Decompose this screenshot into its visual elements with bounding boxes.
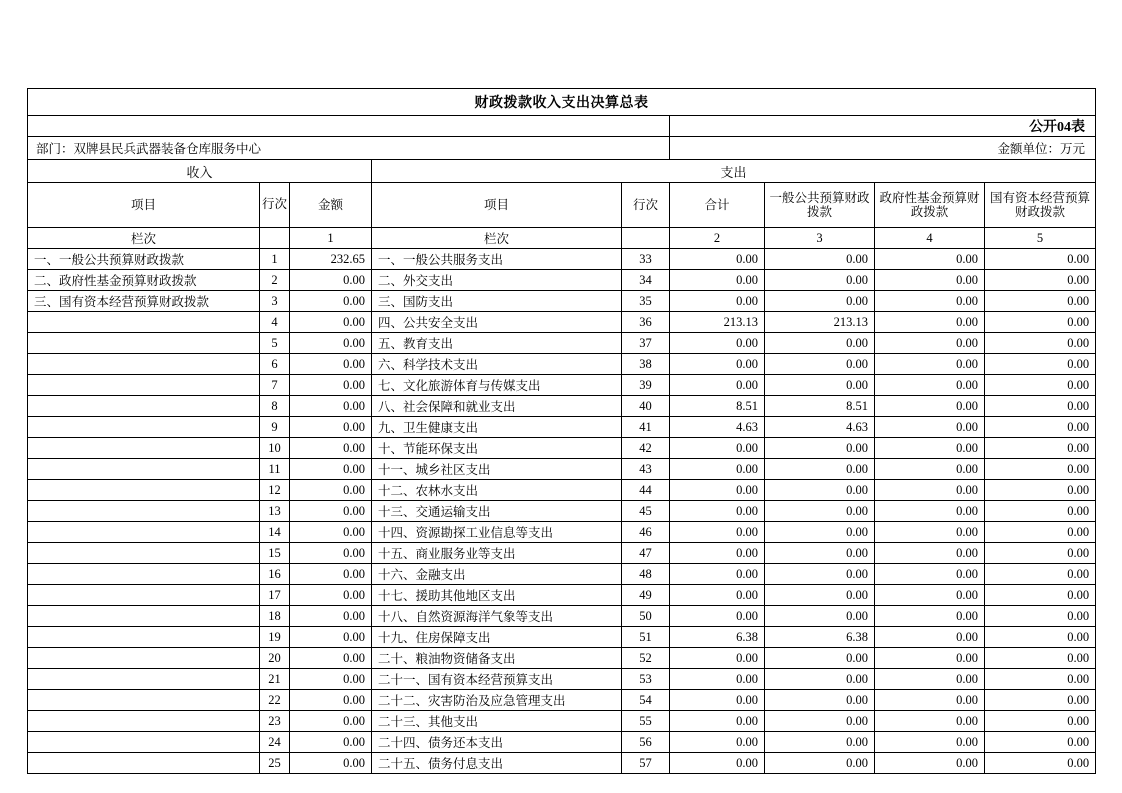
expense-item: 十三、交通运输支出 (372, 501, 622, 522)
income-amount: 0.00 (290, 375, 372, 396)
expense-general: 0.00 (765, 711, 875, 732)
expense-capital: 0.00 (985, 522, 1096, 543)
expense-total: 0.00 (670, 354, 765, 375)
expense-total: 0.00 (670, 333, 765, 354)
expense-item: 一、一般公共服务支出 (372, 249, 622, 270)
expense-total: 0.00 (670, 606, 765, 627)
table-row (28, 690, 1096, 711)
table-row (28, 627, 1096, 648)
expense-capital: 0.00 (985, 501, 1096, 522)
expense-general: 6.38 (765, 627, 875, 648)
expense-capital: 0.00 (985, 543, 1096, 564)
table-row (28, 354, 1096, 375)
expense-general: 0.00 (765, 270, 875, 291)
expense-row-index: 33 (622, 249, 670, 270)
income-amount: 0.00 (290, 396, 372, 417)
income-row-index: 6 (260, 354, 290, 375)
income-amount: 0.00 (290, 354, 372, 375)
expense-row-index: 37 (622, 333, 670, 354)
income-amount: 0.00 (290, 522, 372, 543)
expense-fund: 0.00 (875, 753, 985, 774)
financial-table (27, 88, 1096, 774)
income-item (28, 543, 260, 564)
expense-capital: 0.00 (985, 606, 1096, 627)
expense-total: 0.00 (670, 648, 765, 669)
expense-row-index: 55 (622, 711, 670, 732)
expense-item: 二十四、债务还本支出 (372, 732, 622, 753)
expense-capital: 0.00 (985, 249, 1096, 270)
income-item (28, 396, 260, 417)
expense-item: 十九、住房保障支出 (372, 627, 622, 648)
department-label: 部门：双牌县民兵武器装备仓库服务中心 (28, 137, 670, 160)
expense-fund: 0.00 (875, 270, 985, 291)
expense-capital: 0.00 (985, 438, 1096, 459)
expense-total: 213.13 (670, 312, 765, 333)
expense-fund: 0.00 (875, 354, 985, 375)
header-expense-total: 合计 (670, 183, 765, 228)
lanci-label-expense: 栏次 (372, 228, 622, 249)
expense-item: 十二、农林水支出 (372, 480, 622, 501)
expense-capital: 0.00 (985, 627, 1096, 648)
expense-fund: 0.00 (875, 711, 985, 732)
table-row (28, 480, 1096, 501)
header-expense-fund: 政府性基金预算财政拨款 (875, 183, 985, 228)
expense-total: 0.00 (670, 711, 765, 732)
column-number-row (28, 228, 1096, 249)
expense-total: 0.00 (670, 753, 765, 774)
income-item: 二、政府性基金预算财政拨款 (28, 270, 260, 291)
expense-fund: 0.00 (875, 585, 985, 606)
income-item (28, 711, 260, 732)
income-item (28, 417, 260, 438)
expense-fund: 0.00 (875, 375, 985, 396)
expense-fund: 0.00 (875, 417, 985, 438)
amount-unit-label: 金额单位：万元 (670, 137, 1096, 160)
expense-general: 0.00 (765, 249, 875, 270)
income-amount: 0.00 (290, 459, 372, 480)
expense-total: 0.00 (670, 585, 765, 606)
income-item: 一、一般公共预算财政拨款 (28, 249, 260, 270)
expense-general: 213.13 (765, 312, 875, 333)
income-row-index: 20 (260, 648, 290, 669)
table-body (28, 249, 1096, 774)
income-amount: 0.00 (290, 669, 372, 690)
income-row-index: 11 (260, 459, 290, 480)
expense-general: 0.00 (765, 438, 875, 459)
expense-general: 0.00 (765, 291, 875, 312)
income-row-index: 21 (260, 669, 290, 690)
expense-capital: 0.00 (985, 711, 1096, 732)
header-income-item: 项目 (28, 183, 260, 228)
public-form-label: 公开04表 (670, 116, 1096, 137)
expense-capital: 0.00 (985, 459, 1096, 480)
income-row-index: 3 (260, 291, 290, 312)
expense-general: 0.00 (765, 732, 875, 753)
expense-item: 二十、粮油物资储备支出 (372, 648, 622, 669)
expense-row-index: 38 (622, 354, 670, 375)
expense-row-index: 54 (622, 690, 670, 711)
expense-fund: 0.00 (875, 669, 985, 690)
income-row-index: 13 (260, 501, 290, 522)
expense-item: 二十三、其他支出 (372, 711, 622, 732)
table-row (28, 249, 1096, 270)
table-row (28, 648, 1096, 669)
income-amount: 0.00 (290, 732, 372, 753)
expense-row-index: 50 (622, 606, 670, 627)
header-expense-item: 项目 (372, 183, 622, 228)
expense-row-index: 34 (622, 270, 670, 291)
table-row (28, 564, 1096, 585)
expense-fund: 0.00 (875, 564, 985, 585)
table-row (28, 732, 1096, 753)
expense-row-index: 45 (622, 501, 670, 522)
expense-total: 0.00 (670, 291, 765, 312)
income-amount: 0.00 (290, 438, 372, 459)
header-income-amount: 金额 (290, 183, 372, 228)
expense-general: 0.00 (765, 354, 875, 375)
income-row-index: 9 (260, 417, 290, 438)
income-item (28, 732, 260, 753)
income-amount: 0.00 (290, 270, 372, 291)
expense-item: 三、国防支出 (372, 291, 622, 312)
table-row (28, 543, 1096, 564)
expense-item: 十五、商业服务业等支出 (372, 543, 622, 564)
income-row-index: 12 (260, 480, 290, 501)
expense-fund: 0.00 (875, 606, 985, 627)
group-header-row (28, 160, 1096, 183)
expense-total: 0.00 (670, 375, 765, 396)
expense-total: 0.00 (670, 543, 765, 564)
expense-row-index: 43 (622, 459, 670, 480)
income-row-index: 22 (260, 690, 290, 711)
expense-item: 二十五、债务付息支出 (372, 753, 622, 774)
expense-capital: 0.00 (985, 480, 1096, 501)
expense-general: 4.63 (765, 417, 875, 438)
expense-row-index: 52 (622, 648, 670, 669)
header-income-row (260, 183, 290, 228)
expense-total: 0.00 (670, 438, 765, 459)
income-amount: 0.00 (290, 690, 372, 711)
colnum-expense-total: 2 (670, 228, 765, 249)
lanci-blank-income-row (260, 228, 290, 249)
expense-item: 六、科学技术支出 (372, 354, 622, 375)
expense-row-index: 56 (622, 732, 670, 753)
income-item (28, 606, 260, 627)
income-item (28, 564, 260, 585)
expense-general: 0.00 (765, 648, 875, 669)
expense-fund: 0.00 (875, 501, 985, 522)
income-amount: 0.00 (290, 501, 372, 522)
expense-fund: 0.00 (875, 333, 985, 354)
expense-group-header: 支出 (372, 160, 1096, 183)
expense-general: 8.51 (765, 396, 875, 417)
expense-row-index: 53 (622, 669, 670, 690)
table-row (28, 606, 1096, 627)
income-amount: 0.00 (290, 480, 372, 501)
expense-general: 0.00 (765, 753, 875, 774)
expense-row-index: 47 (622, 543, 670, 564)
expense-general: 0.00 (765, 501, 875, 522)
header-expense-general: 一般公共预算财政拨款 (765, 183, 875, 228)
income-item (28, 648, 260, 669)
income-row-index: 14 (260, 522, 290, 543)
income-group-header: 收入 (28, 160, 372, 183)
expense-row-index: 49 (622, 585, 670, 606)
income-item (28, 669, 260, 690)
expense-capital: 0.00 (985, 690, 1096, 711)
expense-row-index: 57 (622, 753, 670, 774)
table-row (28, 711, 1096, 732)
income-item (28, 480, 260, 501)
expense-total: 0.00 (670, 459, 765, 480)
income-row-index: 17 (260, 585, 290, 606)
expense-total: 0.00 (670, 480, 765, 501)
expense-item: 十七、援助其他地区支出 (372, 585, 622, 606)
expense-capital: 0.00 (985, 564, 1096, 585)
income-amount: 0.00 (290, 333, 372, 354)
expense-general: 0.00 (765, 690, 875, 711)
income-amount: 0.00 (290, 627, 372, 648)
income-amount: 0.00 (290, 753, 372, 774)
budget-sheet (27, 88, 1095, 774)
expense-row-index: 39 (622, 375, 670, 396)
expense-fund: 0.00 (875, 522, 985, 543)
expense-total: 0.00 (670, 732, 765, 753)
income-row-index: 24 (260, 732, 290, 753)
expense-total: 0.00 (670, 249, 765, 270)
expense-general: 0.00 (765, 543, 875, 564)
income-item (28, 354, 260, 375)
header-expense-row: 行次 (622, 183, 670, 228)
table-row (28, 417, 1096, 438)
colnum-expense-capital: 5 (985, 228, 1096, 249)
expense-fund: 0.00 (875, 627, 985, 648)
income-row-index: 10 (260, 438, 290, 459)
header-expense-capital: 国有资本经营预算财政拨款 (985, 183, 1096, 228)
expense-row-index: 36 (622, 312, 670, 333)
expense-capital: 0.00 (985, 417, 1096, 438)
table-row (28, 438, 1096, 459)
expense-row-index: 42 (622, 438, 670, 459)
expense-fund: 0.00 (875, 291, 985, 312)
expense-item: 五、教育支出 (372, 333, 622, 354)
expense-fund: 0.00 (875, 690, 985, 711)
expense-general: 0.00 (765, 585, 875, 606)
colnum-expense-general: 3 (765, 228, 875, 249)
income-amount: 0.00 (290, 711, 372, 732)
expense-capital: 0.00 (985, 669, 1096, 690)
expense-fund: 0.00 (875, 543, 985, 564)
income-item (28, 501, 260, 522)
expense-total: 0.00 (670, 270, 765, 291)
expense-fund: 0.00 (875, 732, 985, 753)
expense-fund: 0.00 (875, 480, 985, 501)
colnum-income-amount: 1 (290, 228, 372, 249)
meta-row (28, 137, 1096, 160)
expense-general: 0.00 (765, 375, 875, 396)
income-amount: 0.00 (290, 648, 372, 669)
table-row (28, 291, 1096, 312)
expense-total: 6.38 (670, 627, 765, 648)
lanci-label-income: 栏次 (28, 228, 260, 249)
expense-general: 0.00 (765, 669, 875, 690)
expense-item: 二、外交支出 (372, 270, 622, 291)
expense-item: 十八、自然资源海洋气象等支出 (372, 606, 622, 627)
income-row-index: 25 (260, 753, 290, 774)
expense-row-index: 40 (622, 396, 670, 417)
table-row (28, 270, 1096, 291)
expense-row-index: 44 (622, 480, 670, 501)
expense-general: 0.00 (765, 564, 875, 585)
expense-total: 4.63 (670, 417, 765, 438)
lanci-blank-expense-row (622, 228, 670, 249)
expense-row-index: 51 (622, 627, 670, 648)
income-amount: 232.65 (290, 249, 372, 270)
income-row-index: 5 (260, 333, 290, 354)
expense-general: 0.00 (765, 522, 875, 543)
page-title: 财政拨款收入支出决算总表 (28, 89, 1096, 116)
expense-total: 0.00 (670, 564, 765, 585)
income-row-index: 8 (260, 396, 290, 417)
title-row (28, 89, 1096, 116)
expense-item: 九、卫生健康支出 (372, 417, 622, 438)
income-amount: 0.00 (290, 543, 372, 564)
income-item (28, 459, 260, 480)
spacer-left (28, 116, 670, 137)
expense-row-index: 35 (622, 291, 670, 312)
income-item (28, 522, 260, 543)
expense-general: 0.00 (765, 480, 875, 501)
expense-fund: 0.00 (875, 438, 985, 459)
expense-fund: 0.00 (875, 249, 985, 270)
expense-general: 0.00 (765, 333, 875, 354)
income-row-index: 4 (260, 312, 290, 333)
header-income-row-text: 行次 (262, 197, 288, 212)
table-row (28, 501, 1096, 522)
expense-capital: 0.00 (985, 291, 1096, 312)
table-row (28, 396, 1096, 417)
income-amount: 0.00 (290, 585, 372, 606)
expense-item: 七、文化旅游体育与传媒支出 (372, 375, 622, 396)
expense-capital: 0.00 (985, 585, 1096, 606)
spacer-row (28, 116, 1096, 137)
table-row (28, 669, 1096, 690)
expense-capital: 0.00 (985, 732, 1096, 753)
income-item (28, 753, 260, 774)
expense-row-index: 48 (622, 564, 670, 585)
expense-capital: 0.00 (985, 270, 1096, 291)
income-item (28, 627, 260, 648)
income-amount: 0.00 (290, 417, 372, 438)
expense-item: 十六、金融支出 (372, 564, 622, 585)
expense-general: 0.00 (765, 606, 875, 627)
expense-capital: 0.00 (985, 375, 1096, 396)
income-row-index: 1 (260, 249, 290, 270)
colnum-expense-fund: 4 (875, 228, 985, 249)
expense-item: 十一、城乡社区支出 (372, 459, 622, 480)
income-amount: 0.00 (290, 312, 372, 333)
expense-fund: 0.00 (875, 312, 985, 333)
expense-total: 8.51 (670, 396, 765, 417)
expense-fund: 0.00 (875, 648, 985, 669)
income-row-index: 19 (260, 627, 290, 648)
income-amount: 0.00 (290, 606, 372, 627)
expense-general: 0.00 (765, 459, 875, 480)
income-item (28, 375, 260, 396)
expense-capital: 0.00 (985, 753, 1096, 774)
column-header-row (28, 183, 1096, 228)
income-item (28, 438, 260, 459)
expense-total: 0.00 (670, 522, 765, 543)
income-item: 三、国有资本经营预算财政拨款 (28, 291, 260, 312)
income-amount: 0.00 (290, 564, 372, 585)
expense-item: 八、社会保障和就业支出 (372, 396, 622, 417)
expense-row-index: 41 (622, 417, 670, 438)
expense-item: 四、公共安全支出 (372, 312, 622, 333)
income-item (28, 690, 260, 711)
income-row-index: 2 (260, 270, 290, 291)
income-row-index: 15 (260, 543, 290, 564)
income-item (28, 333, 260, 354)
expense-item: 十、节能环保支出 (372, 438, 622, 459)
income-row-index: 16 (260, 564, 290, 585)
expense-item: 十四、资源勘探工业信息等支出 (372, 522, 622, 543)
table-row (28, 375, 1096, 396)
table-row (28, 753, 1096, 774)
income-amount: 0.00 (290, 291, 372, 312)
expense-row-index: 46 (622, 522, 670, 543)
table-row (28, 333, 1096, 354)
expense-total: 0.00 (670, 501, 765, 522)
expense-item: 二十一、国有资本经营预算支出 (372, 669, 622, 690)
income-row-index: 23 (260, 711, 290, 732)
income-row-index: 18 (260, 606, 290, 627)
table-row (28, 312, 1096, 333)
expense-capital: 0.00 (985, 354, 1096, 375)
expense-capital: 0.00 (985, 333, 1096, 354)
expense-fund: 0.00 (875, 396, 985, 417)
income-item (28, 585, 260, 606)
expense-capital: 0.00 (985, 648, 1096, 669)
expense-fund: 0.00 (875, 459, 985, 480)
income-item (28, 312, 260, 333)
table-row (28, 585, 1096, 606)
expense-item: 二十二、灾害防治及应急管理支出 (372, 690, 622, 711)
expense-capital: 0.00 (985, 396, 1096, 417)
table-row (28, 459, 1096, 480)
income-row-index: 7 (260, 375, 290, 396)
table-row (28, 522, 1096, 543)
expense-total: 0.00 (670, 669, 765, 690)
expense-total: 0.00 (670, 690, 765, 711)
expense-capital: 0.00 (985, 312, 1096, 333)
